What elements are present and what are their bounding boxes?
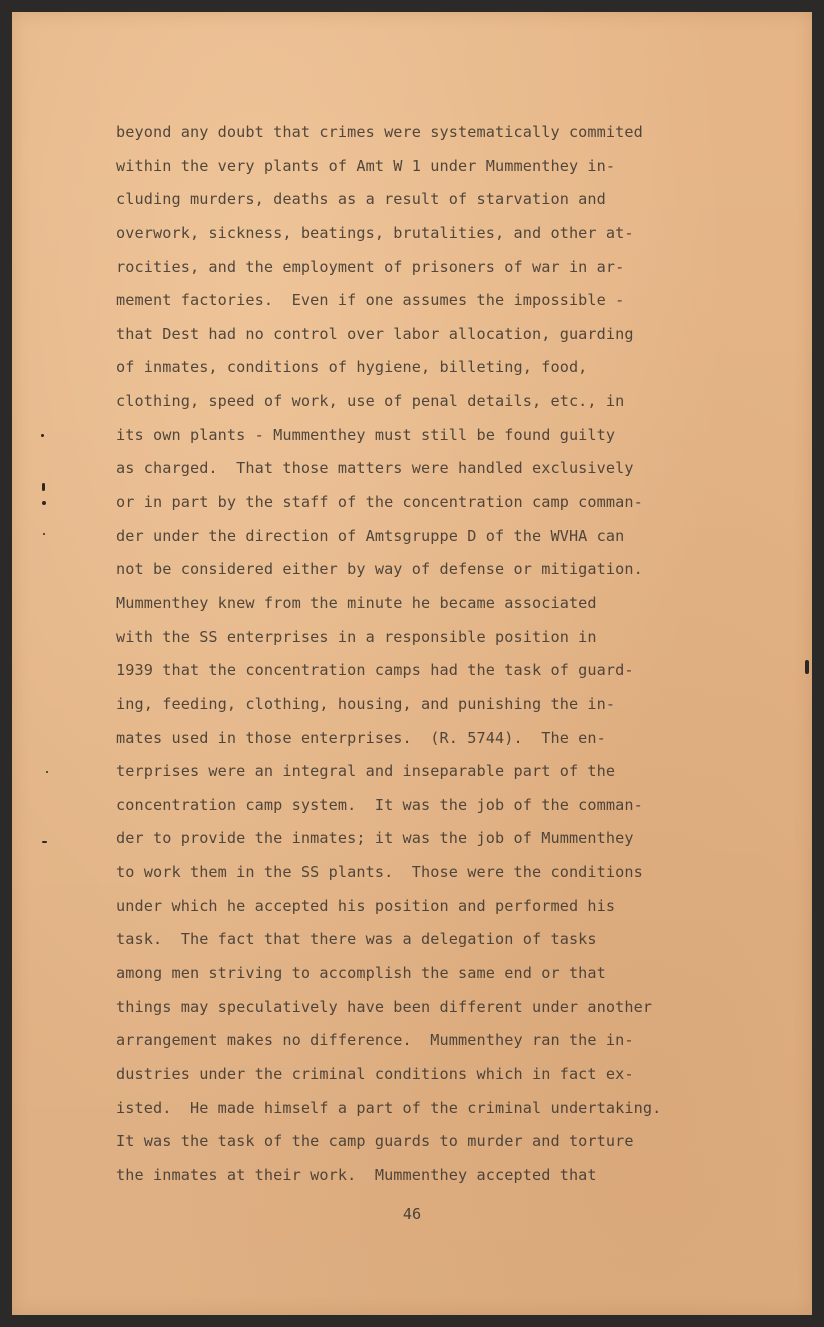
binding-mark — [42, 501, 46, 505]
text-line: It was the task of the camp guards to murder and torture — [116, 1132, 634, 1151]
text-line: concentration camp system. It was the job of the comman- — [116, 795, 643, 814]
text-line: isted. He made himself a part of the criminal undertaking. — [116, 1098, 662, 1117]
text-line: to work them in the SS plants. Those were the conditions — [116, 863, 643, 882]
binding-mark — [41, 434, 44, 437]
text-line: clothing, speed of work, use of penal details, etc., in — [116, 392, 625, 411]
text-line: mates used in those enterprises. (R. 5744). The en- — [116, 728, 606, 747]
text-line: under which he accepted his position and performed his — [116, 896, 616, 915]
text-line: among men striving to accomplish the same end or that — [116, 964, 606, 983]
text-line: overwork, sickness, beatings, brutalities, and other at- — [116, 223, 634, 242]
text-line: things may speculatively have been different under another — [116, 997, 653, 1016]
text-line: with the SS enterprises in a responsible position in — [116, 627, 597, 646]
text-line: der under the direction of Amtsgruppe D of the WVHA can — [116, 526, 625, 545]
text-line: its own plants - Mummenthey must still be found guilty — [116, 425, 616, 444]
text-line: not be considered either by way of defense or mitigation. — [116, 560, 643, 579]
text-line: within the very plants of Amt W 1 under Mummenthey in- — [116, 156, 616, 175]
document-page — [12, 12, 812, 1315]
text-line: dustries under the criminal conditions which in fact ex- — [116, 1064, 634, 1083]
text-line: task. The fact that there was a delegation of tasks — [116, 930, 597, 949]
text-line: 1939 that the concentration camps had the task of guard- — [116, 661, 634, 680]
text-line: rocities, and the employment of prisoners of war in ar- — [116, 257, 625, 276]
binding-mark — [42, 841, 47, 843]
binding-mark — [46, 771, 48, 773]
text-line: ing, feeding, clothing, housing, and punishing the in- — [116, 694, 616, 713]
text-line: beyond any doubt that crimes were systematically commited — [116, 123, 643, 141]
page-number: 46 — [402, 1205, 422, 1223]
text-line: arrangement makes no difference. Mummenthey ran the in- — [116, 1031, 634, 1050]
binding-mark — [43, 533, 45, 535]
binding-mark — [42, 483, 45, 491]
text-line: as charged. That those matters were handled exclusively — [116, 459, 634, 478]
text-line: that Dest had no control over labor allocation, guarding — [116, 324, 634, 343]
text-line: of inmates, conditions of hygiene, billeting, food, — [116, 358, 588, 377]
body-text — [116, 116, 766, 1193]
text-line: der to provide the inmates; it was the job of Mummenthey — [116, 829, 634, 848]
text-line: terprises were an integral and inseparable part of the — [116, 762, 616, 781]
text-line: the inmates at their work. Mummenthey accepted that — [116, 1165, 597, 1184]
text-line: Mummenthey knew from the minute he became associated — [116, 593, 597, 612]
text-line: or in part by the staff of the concentration camp comman- — [116, 493, 643, 512]
edge-mark — [805, 660, 809, 674]
text-line: cluding murders, deaths as a result of starvation and — [116, 190, 606, 209]
text-line: mement factories. Even if one assumes the impossible - — [116, 291, 625, 310]
